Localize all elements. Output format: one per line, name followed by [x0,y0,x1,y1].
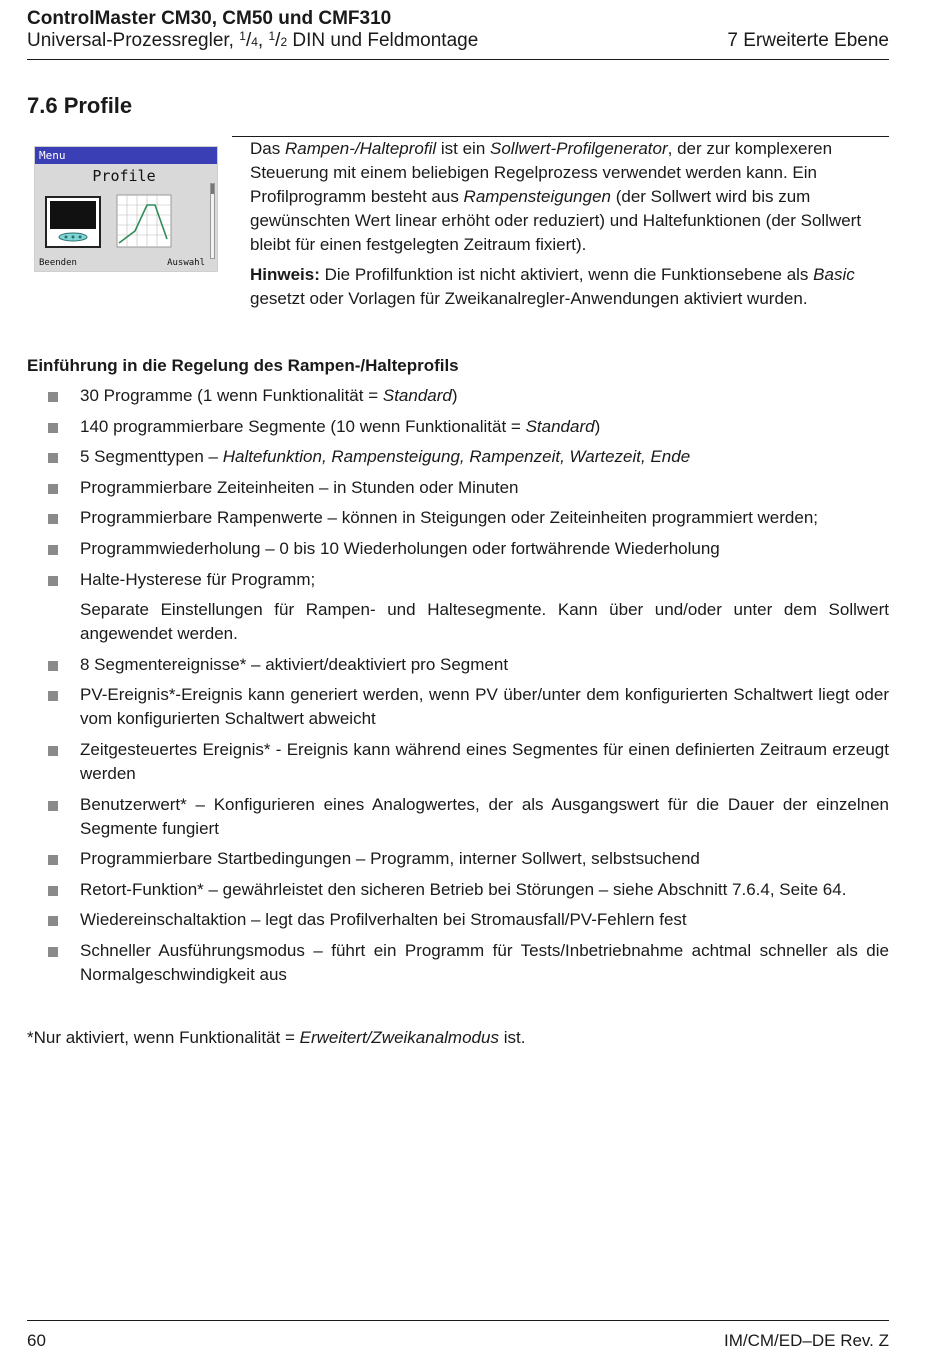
profile-chart-icon [115,193,173,249]
intro-paragraph: Das Rampen-/Halteprofil ist ein Sollwert-Profilgenerator, der zur komplexeren Steuerung mit einem beliebigen Regelprozess verwendet werden kann. Ein Profilprogramm besteht aus Rampensteigungen (der Sollwert wird bis zum gewünschten Wert linear erhöht oder reduziert) und Haltefunktionen (der Sollwert bleibt für einen festgelegten Zeitraum fixiert). [250,139,862,254]
bullet-square-icon [48,947,58,957]
screen-menu-bar: Menu [35,147,217,164]
list-item: Programmierbare Rampenwerte – können in Steigungen oder Zeiteinheiten programmiert werden; [27,506,889,530]
bullet-square-icon [48,916,58,926]
bullet-square-icon [48,691,58,701]
list-item: Programmwiederholung – 0 bis 10 Wiederholungen oder fortwährende Wiederholung [27,537,889,561]
list-item: Retort-Funktion* – gewährleistet den sicheren Betrieb bei Störungen – siehe Abschnitt 7.6.4, Seite 64. [27,878,889,902]
bullet-square-icon [48,484,58,494]
list-item: Halte-Hysterese für Programm; [27,568,889,592]
screen-scrollbar [210,183,215,259]
list-item: Benutzerwert* – Konfigurieren eines Analogwertes, der als Ausgangswert für die Dauer der einzelnen Segmente fungiert [27,793,889,841]
screen-title: Profile [92,167,156,185]
list-item: Programmierbare Startbedingungen – Programm, interner Sollwert, selbstsuchend [27,847,889,871]
page-number: 60 [27,1331,46,1350]
list-item: PV-Ereignis*-Ereignis kann generiert werden, wenn PV über/unter dem konfigurierten Schaltwert liegt oder vom konfigurierten Schaltwert abweicht [27,683,889,731]
list-item: Schneller Ausführungsmodus – führt ein Programm für Tests/Inbetriebnahme achtmal schneller als die Normalgeschwindigkeit aus [27,939,889,987]
list-item: Wiedereinschaltaktion – legt das Profilverhalten bei Stromausfall/PV-Fehlern fest [27,908,889,932]
list-item: Zeitgesteuertes Ereignis* - Ereignis kann während eines Segmentes für einen definierten Zeitraum erzeugt werden [27,738,889,786]
bullet-square-icon [48,661,58,671]
bullet-square-icon [48,423,58,433]
bullet-square-icon [48,886,58,896]
list-item: 5 Segmenttypen – Haltefunktion, Rampensteigung, Rampenzeit, Wartezeit, Ende [27,445,889,469]
bullet-square-icon [48,801,58,811]
document-code: IM/CM/ED–DE Rev. Z [724,1331,889,1350]
bullet-square-icon [48,392,58,402]
bullet-square-icon [48,746,58,756]
bullet-square-icon [48,576,58,586]
softkey-right-label: Auswahl [167,258,205,268]
subheading: Einführung in die Regelung des Rampen-/Halteprofils [27,356,459,375]
note-paragraph: Hinweis: Die Profilfunktion ist nicht aktiviert, wenn die Funktionsebene als Basic gesetzt oder Vorlagen für Zweikanalregler-Anwendungen aktiviert wurden. [250,265,855,308]
product-subtitle: Universal-Prozessregler, $^1$/4, $^1$/2 DIN und Feldmontage [27,29,479,51]
intro-text [250,137,890,317]
list-item-continuation: Separate Einstellungen für Rampen- und Haltesegmente. Kann über und/oder unter dem Sollwert angewendet werden. [80,600,889,644]
section-title: 7.6 Profile [27,93,133,118]
controller-keypad-icon [57,232,89,242]
bullet-square-icon [48,453,58,463]
page-header [27,8,889,60]
list-item: 30 Programme (1 wenn Funktionalität = Standard) [27,384,889,408]
bullet-square-icon [48,514,58,524]
list-item: 140 programmierbare Segmente (10 wenn Funktionalität = Standard) [27,415,889,439]
footnote: *Nur aktiviert, wenn Funktionalität = Erweitert/Zweikanalmodus ist. [27,1028,526,1047]
page-footer [27,1320,889,1350]
product-title: ControlMaster CM30, CM50 und CMF310 [27,8,392,29]
softkey-left-label: Beenden [39,258,77,268]
bullet-square-icon [48,855,58,865]
list-item: 8 Segmentereignisse* – aktiviert/deaktiviert pro Segment [27,653,889,677]
list-item: Programmierbare Zeiteinheiten – in Stunden oder Minuten [27,476,889,500]
controller-display-icon [50,201,96,229]
feature-list [27,384,889,994]
bullet-square-icon [48,545,58,555]
controller-icon [45,196,101,248]
chapter-label: 7 Erweiterte Ebene [727,30,889,51]
device-screen-illustration [34,146,218,272]
